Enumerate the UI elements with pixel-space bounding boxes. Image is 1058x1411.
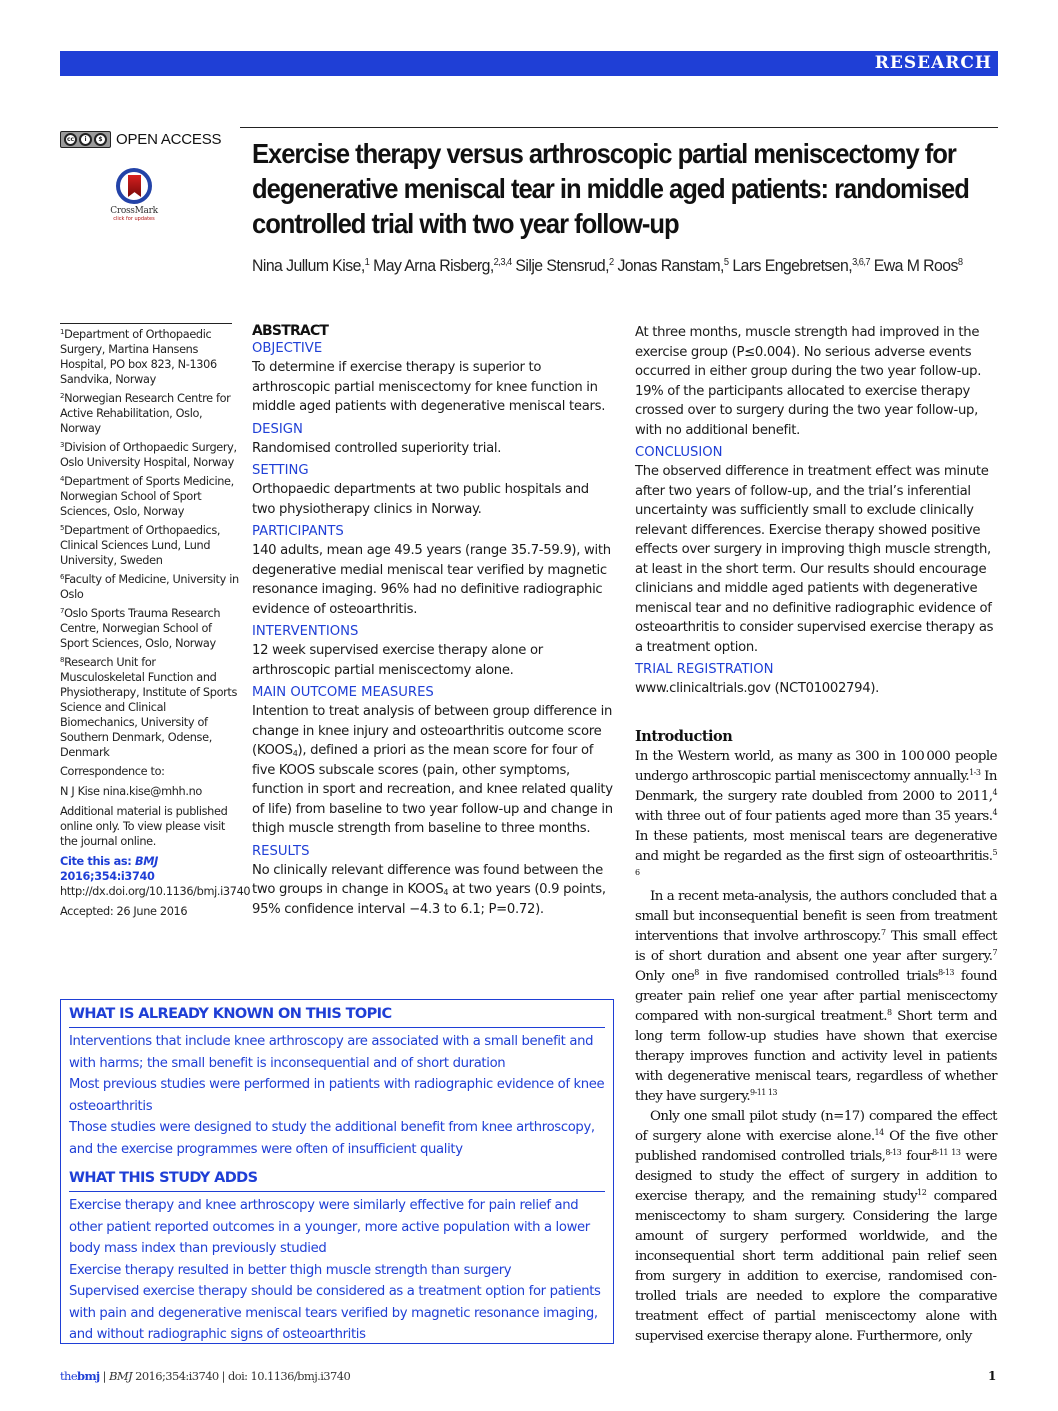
footer-ref: 2016;354:i3740 | doi: 10.1136/bmj.i3740 (132, 1369, 351, 1383)
intro-paragraph: In a recent meta-analysis, the authors concluded that a small but inconsequential benefit is seen from treatment interventions that involve arthroscopy.$^7$ This small effect is of short duration and absent one year after surgery.$^7$ Only one$^8$ in five randomised controlled trials$^{8-13}$ found greater pain relief one year after partial meniscectomy compared with non-surgical treatment.$^8$ Short term and long term follow-up studies have shown that exercise therapy improves function and activity level in patients with degenerative meniscal tears, regardless of whether they have surgery.$^{9-11 13}$ (635, 889, 998, 1104)
design-text: Randomised controlled superiority trial. (252, 440, 502, 456)
abstract-title: ABSTRACT (252, 323, 329, 339)
setting-text: Orthopaedic departments at two public hospitals and two physiotherapy clinics in Norway. (252, 482, 589, 517)
bookmark-ribbon-icon (128, 175, 141, 197)
outcome-measures-text: Intention to treat analysis of between group difference in change in knee injury and osteoarthritis outcome score $(KOOS_4)$, defined a priori as the mean score for four of five KOOS subscale scores (pain, other symptoms, function in sport and recreation, and knee related quality of life) from baseline to two year follow-up and change in thigh muscle strength from baseline to three months. (252, 704, 613, 836)
doi-link[interactable]: http://dx.doi.org/10.1136/bmj.i3740 (60, 885, 251, 898)
open-access-label: OPEN ACCESS (116, 131, 222, 148)
sidebar (60, 327, 251, 924)
adds-heading: WHAT THIS STUDY ADDS (69, 1166, 605, 1192)
reference-citation[interactable]: 8 (886, 1008, 892, 1017)
affiliation: $^6$Faculty of Medicine, University in Oslo (60, 573, 239, 601)
conclusion-text: The observed difference in treatment effect was minute after two years of follow-up, and the trial’s inferential uncertainty was sufficiently small to exclude clinically relevant differences. Exercise therapy showed positive effects over surgery in improving thigh muscle strength, at least in the short term. Our results should encourage clinicians and middle aged patients with degenerative meniscal tear and no definitive radiographic evidence of osteoarthritis to consider supervised exercise therapy as a treatment option. (635, 464, 994, 655)
additional-material-note: Additional material is published online only. To view please visit the journal online. (60, 805, 228, 848)
article-title: Exercise therapy versus arthroscopic partial meniscectomy for degenerative meniscal tear in middle aged patients: randomised controlled trial with two year follow-up (252, 138, 969, 239)
affiliation-ref: 8 (957, 257, 963, 268)
reference-citation[interactable]: 12 (917, 1188, 927, 1197)
affiliation-ref: 2,3,4 (493, 257, 512, 268)
affiliations-divider (60, 323, 232, 324)
affiliation: $^5$Department of Orthopaedics, Clinical Sciences Lund, Lund University, Sweden (60, 524, 221, 567)
cite-journal: BMJ (135, 855, 159, 868)
adds-item: Exercise therapy and knee arthroscopy were similarly effective for pain relief and other patient reported outcomes in a younger, more active population with a lower body mass index than previously studied (69, 1198, 590, 1256)
reference-citation[interactable]: 8 (694, 968, 699, 977)
open-access-badge[interactable] (60, 131, 221, 148)
brand-the: the (60, 1369, 78, 1383)
affiliation: $^4$Department of Sports Medicine, Norwegian School of Sport Sciences, Oslo, Norway (60, 475, 234, 518)
participants-heading: PARTICIPANTS (252, 524, 344, 539)
reference-citation[interactable]: 8-11 13 (932, 1148, 961, 1157)
affiliation: $^1$Department of Orthopaedic Surgery, Martina Hansens Hospital, PO box 823, N-1306 Sandvika, Norway (60, 328, 217, 386)
objective-text: To determine if exercise therapy is superior to arthroscopic partial meniscectomy for knee function in middle aged patients with degenerative meniscal tears. (252, 360, 606, 414)
author-name: Ewa M Roos (873, 256, 958, 275)
page-footer: thebmj | BMJ 2016;354:i3740 | doi: 10.1136/bmj.i3740 (60, 1369, 351, 1383)
adds-item: Supervised exercise therapy should be considered as a treatment option for patients with pain and degenerative meniscal tears verified by magnetic resonance imaging, and without radiographic signs of osteoarthritis (69, 1284, 601, 1342)
title-divider (240, 127, 998, 128)
correspondence-contact[interactable]: N J Kise nina.kise@mhh.no (60, 785, 202, 798)
affiliation: $^8$Research Unit for Musculoskeletal Function and Physiotherapy, Institute of Sports Science and Clinical Biomechanics, University of Southern Denmark, Odense, Denmark (60, 656, 238, 759)
adds-list (69, 1195, 605, 1346)
affiliation-ref: 1 (364, 257, 370, 268)
introduction-heading: Introduction (635, 728, 733, 745)
reference-citation[interactable]: 7 (992, 948, 997, 957)
intro-paragraph: Only one small pilot study (n=17) compared the effect of surgery alone with exercise alone.$^{14}$ Of the five other published randomised controlled trials,$^{8-13}$ four$^{8-11 13}$ were designed to study the effect of surgery in addition to exercise therapy, and the remaining study$^{12}$ compared meniscectomy to sham surgery. Considering the large amount of surgery performed worldwide, and the inconsequential short term additional pain relief seen from surgery in addition to exercise, randomised controlled trials are needed to explore the comparative treatment effect of partial meniscectomy alone with supervised exercise therapy alone. Furthermore, only (635, 1109, 997, 1344)
reference-citation[interactable]: 8-13 (885, 1148, 902, 1157)
author-name: Jonas Ranstam, (617, 256, 724, 275)
citation (60, 854, 240, 884)
by-icon: i (79, 133, 92, 146)
author-name: Silje Stensrud, (515, 256, 610, 275)
trial-registration-link[interactable]: www.clinicaltrials.gov (NCT01002794). (635, 681, 880, 696)
reference-citation[interactable]: 14 (874, 1128, 884, 1137)
results-text-continued: At three months, muscle strength had improved in the exercise group (P≤0.004). No serious adverse events occurred in either group during the two year follow-up. 19% of the participants allocated to exercise therapy crossed over to surgery during the two year follow-up, with no additional benefit. (635, 325, 982, 438)
known-item: Interventions that include knee arthroscopy are associated with a small benefit and with harms; the small benefit is inconsequential and of short duration (69, 1034, 594, 1071)
interventions-text: 12 week supervised exercise therapy alone or arthroscopic partial meniscectomy alone. (252, 643, 543, 678)
brand-bmj: bmj (77, 1369, 100, 1383)
crossmark-icon (116, 168, 152, 204)
cite-ref: 2016;354:i3740 (60, 870, 155, 883)
introduction (635, 727, 997, 1347)
affiliation-ref: 5 (723, 257, 729, 268)
cc-icon: cc (64, 133, 77, 146)
abstract-continued (635, 323, 997, 703)
outcome-measures-heading: MAIN OUTCOME MEASURES (252, 685, 434, 700)
crossmark-sublabel: click for updates (113, 216, 155, 222)
participants-text: 140 adults, mean age 49.5 years (range 35.7-59.9), with degenerative medial meniscal tear verified by magnetic resonance imaging. 96% had no definitive radiographic evidence of osteoarthritis. (252, 543, 611, 617)
results-heading: RESULTS (252, 843, 310, 859)
summary-box (60, 999, 614, 1344)
footer-journal: BMJ (109, 1369, 133, 1383)
accepted-date: Accepted: 26 June 2016 (60, 905, 188, 918)
abstract (252, 323, 614, 923)
cite-prefix: Cite this as: (60, 855, 136, 868)
interventions-heading: INTERVENTIONS (252, 624, 359, 639)
affiliation: $^2$Norwegian Research Centre for Active Rehabilitation, Oslo, Norway (60, 392, 231, 435)
design-heading: DESIGN (252, 421, 303, 437)
reference-citation[interactable]: 8-13 (938, 968, 954, 977)
affiliation: $^7$Oslo Sports Trauma Research Centre, Norwegian School of Sport Sciences, Oslo, Norway (60, 607, 221, 650)
crossmark-button[interactable] (104, 168, 164, 222)
trial-registration-heading: TRIAL REGISTRATION (635, 662, 774, 677)
section-label: RESEARCH (874, 53, 992, 73)
reference-citation[interactable]: 4 (992, 788, 997, 797)
nc-icon: $ (94, 133, 107, 146)
setting-heading: SETTING (252, 463, 309, 478)
correspondence-label: Correspondence to: (60, 765, 165, 778)
reference-citation[interactable]: 9-11 13 (750, 1088, 777, 1097)
author-name: Nina Jullum Kise, (252, 256, 365, 275)
intro-paragraph: In the Western world, as many as 300 in 100 000 people undergo arthroscopic partial meniscectomy annually.$^{1-3}$ In Denmark, the surgery rate doubled from 2000 to 2011,$^4$ with three out of four patients aged more than 35 years.$^4$ In these patients, most meniscal tears are degenerative and might be regarded as the first sign of osteoarthritis.$^{5 6}$ (635, 749, 997, 877)
reference-citation[interactable]: 1-3 (969, 768, 981, 777)
author-name: May Arna Risberg, (373, 256, 494, 275)
known-item: Those studies were designed to study the additional benefit from knee arthroscopy, and the exercise programmes were often of insufficient quality (69, 1120, 595, 1157)
known-item: Most previous studies were performed in patients with radiographic evidence of knee osteoarthritis (69, 1077, 605, 1114)
cc-by-nc-icon (60, 131, 111, 148)
affiliation: $^3$Division of Orthopaedic Surgery, Oslo University Hospital, Norway (60, 441, 237, 469)
conclusion-heading: CONCLUSION (635, 445, 723, 460)
adds-item: Exercise therapy resulted in better thigh muscle strength than surgery (69, 1262, 512, 1278)
affiliation-ref: 2 (609, 257, 614, 268)
crossmark-label: CrossMark (110, 206, 158, 216)
page-number: 1 (988, 1369, 997, 1383)
reference-citation[interactable]: 4 (992, 808, 997, 817)
author-name: Lars Engebretsen, (732, 256, 853, 275)
reference-citation[interactable]: 7 (880, 928, 886, 937)
known-heading: WHAT IS ALREADY KNOWN ON THIS TOPIC (69, 1002, 605, 1028)
affiliation-ref: 3,6,7 (852, 257, 870, 268)
affiliation-list (60, 327, 240, 760)
known-list (69, 1031, 605, 1160)
author-list (252, 255, 987, 277)
results-text: No clinically relevant difference was found between the two groups in change in $KOOS_4$ at two years (0.9 points, 95% confidence interval −4.3 to 6.1; P=0.72). (252, 862, 606, 917)
reference-citation[interactable]: 5 6 (635, 848, 997, 877)
section-banner (60, 51, 998, 76)
objective-heading: OBJECTIVE (252, 341, 323, 356)
